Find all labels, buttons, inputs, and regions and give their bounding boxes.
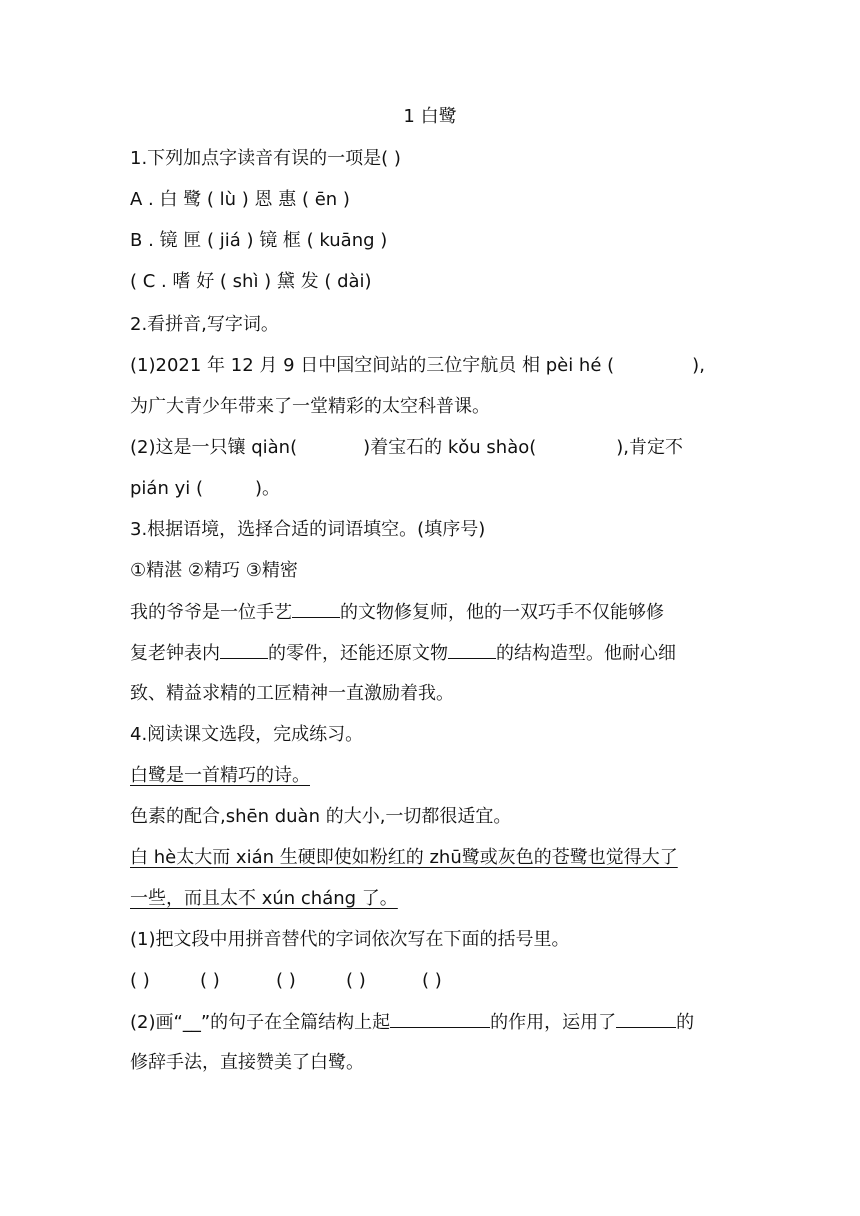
page-title: 1 白鹭: [403, 106, 457, 127]
q3-choices: ①精湛 ②精巧 ③精密: [130, 560, 298, 581]
q2-item2-text-c: ),肯定不: [616, 437, 684, 458]
q3-para-line1: [130, 600, 730, 625]
q2-item2-line2-a: pián yi (: [130, 478, 203, 499]
answer-paren: ( ): [200, 970, 220, 991]
q2-item2-line2: [130, 477, 730, 501]
answer-paren: ( ): [276, 970, 296, 991]
underlined-sentence: 白鹭是一首精巧的诗。: [130, 765, 310, 786]
q1-option-b: B . 镜 匣 ( jiá ) 镜 框 ( kuāng ): [130, 230, 388, 251]
q2-stem: 2.看拼音,写字词。: [130, 314, 279, 335]
q2-item2-line1: [130, 436, 730, 460]
q3-p1-a: 我的爷爷是一位手艺: [130, 602, 292, 623]
q3-para-line3: 致、精益求精的工匠精神一直激励着我。: [130, 683, 454, 704]
fill-blank: [220, 641, 268, 659]
underlined-sentence: 白 hè太大而 xián 生硬即使如粉红的 zhū鹭或灰色的苍鹭也觉得大了: [130, 847, 678, 868]
q3-p2-a: 复老钟表内: [130, 643, 220, 664]
q2-item1-text: (1)2021 年 12 月 9 日中国空间站的三位宇航员 相 pèi hé (: [130, 355, 615, 376]
underlined-sentence: 一些，而且太不 xún cháng 了。: [130, 888, 398, 909]
q2-item1-line2: 为广大青少年带来了一堂精彩的太空科普课。: [130, 396, 490, 417]
q2-item2-text-a: (2)这是一只镶 qiàn(: [130, 437, 298, 458]
q1-option-a: A . 白 鹭 ( lù ) 恩 惠 ( ēn ): [130, 189, 350, 210]
q4-passage-line2: 色素的配合,shēn duàn 的大小,一切都很适宜。: [130, 806, 512, 827]
answer-paren: ( ): [346, 970, 366, 991]
q3-p2-c: 的结构造型。他耐心细: [496, 643, 676, 664]
q4-passage-line3: [130, 846, 730, 870]
q4-sub2-b: ”的句子在全篇结构上起: [200, 1012, 391, 1033]
q4-sub2-c: 的作用，运用了: [490, 1012, 617, 1033]
q3-p2-b: 的零件，还能还原文物: [268, 643, 448, 664]
q1-option-c: ( C . 嗜 好 ( shì ) 黛 发 ( dài): [130, 271, 372, 292]
fill-blank: [390, 1010, 490, 1028]
q4-sub2-d: 的: [676, 1012, 695, 1033]
q4-sub2-mark: __: [182, 1012, 201, 1033]
answer-paren: ( ): [130, 970, 150, 991]
q4-sub2-line1: [130, 1010, 730, 1035]
q3-p1-b: 的文物修复师，他的一双巧手不仅能够修: [340, 602, 664, 623]
q4-stem: 4.阅读课文选段，完成练习。: [130, 724, 364, 745]
q4-sub2-a: (2)画“: [130, 1012, 183, 1033]
q2-item2-line2-b: )。: [254, 478, 281, 499]
q1-stem: 1.下列加点字读音有误的一项是( ): [130, 148, 401, 169]
q4-answer-parens: [130, 969, 730, 993]
q2-item2-text-b: )着宝石的 kǒu shào(: [363, 437, 537, 458]
q3-para-line2: [130, 641, 730, 666]
q2-item1-close: ),: [692, 355, 705, 376]
q4-sub1: (1)把文段中用拼音替代的字词依次写在下面的括号里。: [130, 929, 570, 950]
fill-blank: [448, 641, 496, 659]
fill-blank: [616, 1010, 676, 1028]
q3-stem: 3.根据语境，选择合适的词语填空。(填序号): [130, 519, 486, 540]
answer-paren: ( ): [422, 970, 442, 991]
q2-item1-line1: [130, 354, 730, 378]
q4-sub2-line2: 修辞手法，直接赞美了白鹭。: [130, 1052, 364, 1073]
q4-passage-line1: [130, 764, 730, 788]
q4-passage-line4: [130, 887, 730, 911]
fill-blank: [292, 600, 340, 618]
